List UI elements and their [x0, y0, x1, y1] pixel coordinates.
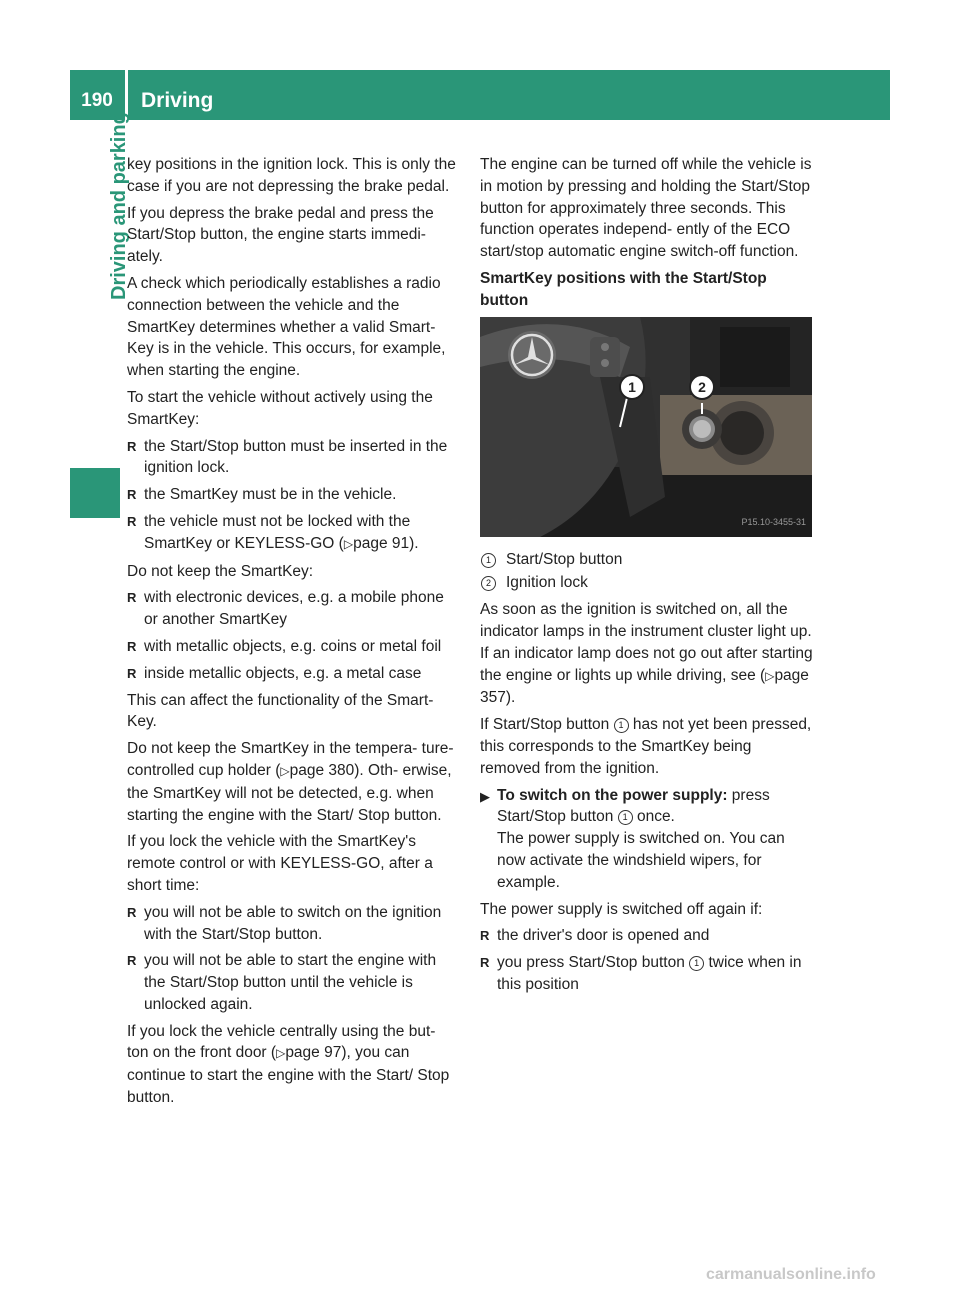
paragraph: key positions in the ignition lock. This is only the case if you are not depressing the brake pedal.: [127, 156, 456, 195]
list-item: R the SmartKey must be in the vehicle.: [127, 484, 461, 506]
caption-text: Ignition lock: [506, 574, 588, 592]
list-item: R you will not be able to switch on the ignition with the Start/Stop button.: [127, 902, 461, 946]
page-ref-link[interactable]: page 380). Oth-: [289, 761, 399, 779]
step-label: To switch on the power supply:: [497, 786, 728, 804]
step-text: press Start/Stop button: [497, 786, 770, 826]
paragraph-text: As soon as the ignition is switched on, all the indicator lamps in the instrument cluster light up. If an indicator lamp does not go out after starting the engine or lights up while driving, see (: [480, 601, 813, 684]
callout-number-1: 1: [481, 553, 496, 568]
callout-number-1: 1: [689, 956, 704, 971]
page-title: Driving: [141, 89, 214, 112]
step-result: The power supply is switched on. You can now activate the windshield wipers, for example.: [497, 830, 785, 891]
list-item: R with metallic objects, e.g. coins or metal foil: [127, 636, 461, 658]
steering-wheel-illustration: [480, 317, 812, 537]
paragraph: [480, 714, 813, 779]
page-ref-link[interactable]: page 357).: [480, 666, 809, 707]
list-item: R you will not be able to start the engine with the Start/Stop button until the vehicle is unlocked again.: [127, 950, 461, 1015]
paragraph: Do not keep the SmartKey:: [127, 562, 314, 580]
callout-1: 1: [628, 378, 636, 395]
callout-2: 2: [698, 378, 706, 395]
list-item-text: you press Start/Stop button: [497, 954, 690, 972]
section-tab-label: Driving and parking: [108, 112, 130, 300]
list-item: [480, 952, 813, 996]
list-item-text: twice when in this position: [497, 954, 802, 993]
caption-item: [480, 549, 813, 571]
page-ref-arrow-icon: ▷: [280, 763, 290, 778]
paragraph: If you depress the brake pedal and press the Start/Stop button, the engine starts immedi- ately.: [127, 204, 434, 266]
list-item: R with electronic devices, e.g. a mobile phone or another SmartKey: [127, 587, 461, 631]
paragraph: [127, 1021, 461, 1109]
figure-code: P15.10-3455-31: [741, 516, 806, 527]
list-item: R the Start/Stop button must be inserted in the ignition lock.: [127, 436, 461, 480]
step-text: once.: [632, 808, 675, 826]
steering-wheel-figure: [480, 317, 812, 537]
paragraph-text: If you lock the vehicle centrally using the but- ton on the front door (: [127, 1022, 436, 1062]
right-column: [480, 154, 813, 1001]
caption-text: Start/Stop button: [506, 550, 623, 568]
page-ref-link[interactable]: page 91).: [353, 534, 419, 552]
paragraph: The engine can be turned off while the vehicle is in motion by pressing and holding the Start/Stop button for approximately three seconds. This function operates independ- ently of the ECO start/stop automatic engine switch-off function.: [480, 156, 812, 261]
paragraph: [480, 599, 813, 709]
paragraph-text: erwise, the SmartKey will not be detected, e.g. when starting the engine with the Start/ Stop button.: [127, 761, 452, 824]
section-marker: [70, 468, 120, 518]
list-item-text: the vehicle must not be locked with the SmartKey or KEYLESS-GO (: [144, 512, 411, 552]
page-number: 190: [81, 90, 113, 111]
paragraph-text: Do not keep the SmartKey in the tempera- ture-controlled cup holder (: [127, 740, 454, 779]
paragraph: [127, 738, 461, 826]
page-ref-arrow-icon: ▷: [765, 668, 775, 683]
paragraph-text: If Start/Stop button: [480, 716, 614, 734]
instruction-step: [480, 785, 813, 894]
callout-number-2: 2: [481, 576, 496, 591]
step-arrow-icon: ▶: [480, 788, 490, 804]
page-ref-arrow-icon: ▷: [276, 1046, 286, 1061]
paragraph: If you lock the vehicle with the SmartKey's remote control or with KEYLESS-GO, after a short time:: [127, 833, 433, 894]
paragraph-text: continue to start the engine with the Start/ Stop button.: [127, 1067, 450, 1107]
page-ref-link[interactable]: page 97), you can: [285, 1044, 410, 1062]
page-ref-arrow-icon: ▷: [343, 536, 354, 551]
caption-item: [480, 572, 813, 594]
callout-number-1: 1: [614, 718, 629, 733]
paragraph-text: has not yet been pressed, this corresponds to the SmartKey being removed from the ignition.: [480, 716, 812, 777]
paragraph: The power supply is switched off again if:: [480, 900, 763, 918]
paragraph: A check which periodically establishes a radio connection between the vehicle and the SmartKey determines whether a valid Smart- Key is in the vehicle. This occurs, for example, when starting the engine.: [127, 274, 446, 380]
footer-watermark: carmanualsonline.info: [706, 1266, 876, 1283]
callout-number-1: 1: [618, 810, 633, 825]
paragraph: To start the vehicle without actively using the SmartKey:: [127, 388, 433, 428]
section-heading: SmartKey positions with the Start/Stop button: [480, 269, 767, 309]
paragraph: This can affect the functionality of the Smart- Key.: [127, 691, 434, 731]
list-item: R the driver's door is opened and: [480, 925, 813, 947]
left-column: [127, 154, 461, 1114]
list-item: R inside metallic objects, e.g. a metal case: [127, 663, 461, 685]
list-item: [127, 511, 461, 556]
